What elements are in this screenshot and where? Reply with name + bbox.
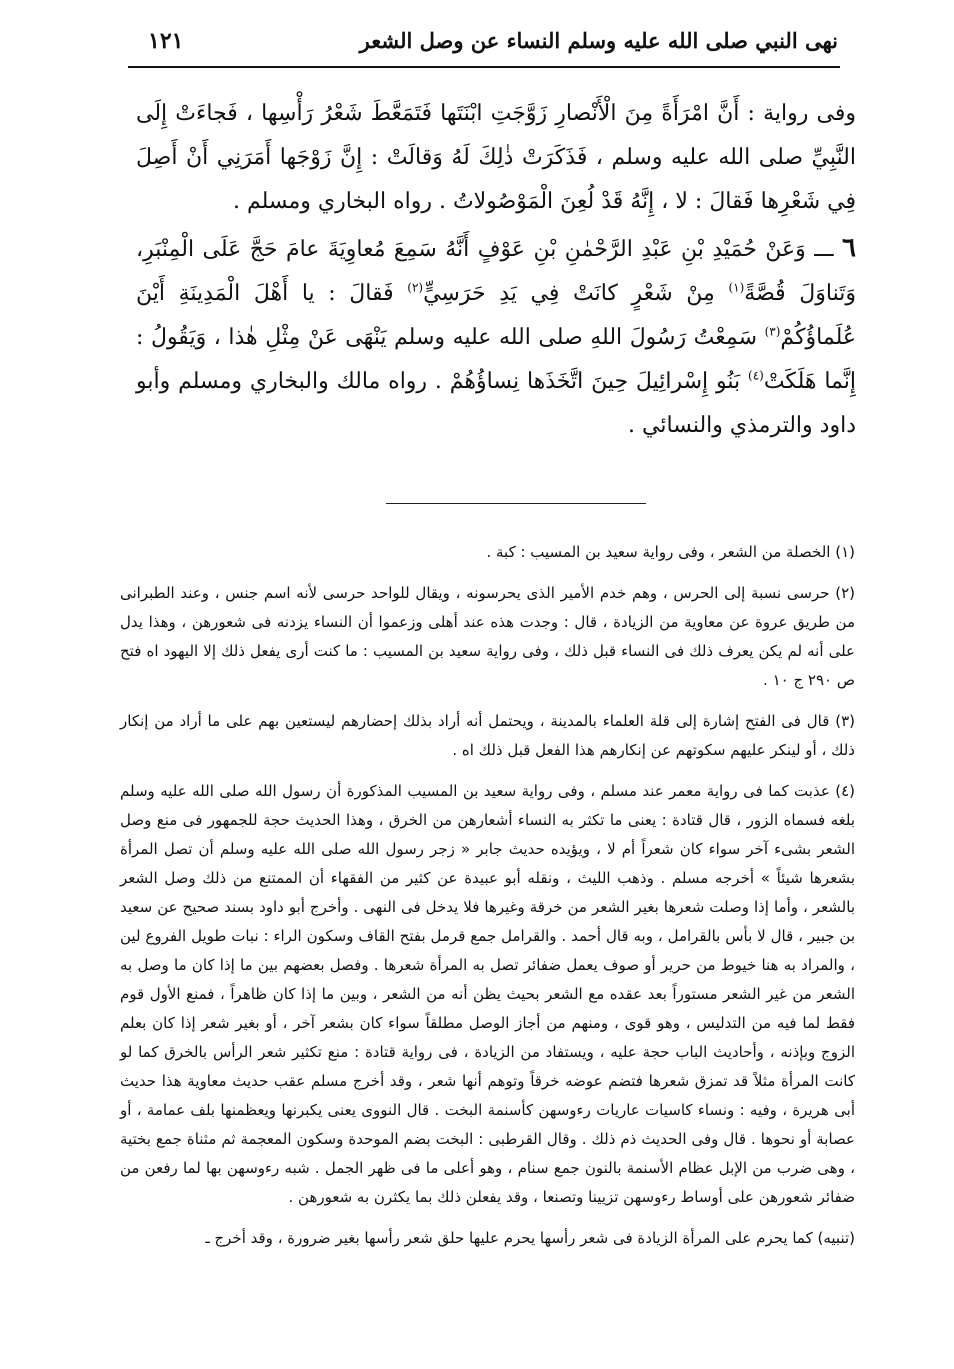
hadith-text-part-c: فَقالَ : يا أَهْلَ الْمَدِينَةِ أَيْنَ عُلَماؤُكُمْ <box>136 281 856 350</box>
footnote-ref-3: (٣) <box>764 324 781 339</box>
footnote-ref-4: (٤) <box>748 368 764 383</box>
hadith-number: ٦ <box>842 233 856 263</box>
running-title: نهى النبي صلى الله عليه وسلم النساء عن وصل الشعر <box>359 28 838 53</box>
footnote-note: (تنبيه) كما يحرم على المرأة الزيادة فى شعر رأسها يحرم عليها حلق شعر رأسها بغير ضرورة ، وقد أخرج ـ <box>205 1229 855 1247</box>
hadith-text-part-d: سَمِعْتُ رَسُولَ اللهِ صلى الله عليه وسلم يَنْهَى عَنْ مِثْلِ هٰذا ، وَيَقُولُ : إِنَّما هَلَكَتْ <box>136 325 856 394</box>
footnote-1: (١) الخصلة من الشعر ، وفى رواية سعيد بن المسيب : كبة . <box>486 543 855 561</box>
footnotes <box>120 538 855 1265</box>
hadith-text <box>136 92 856 450</box>
footnote-separator <box>386 503 646 504</box>
footnote-4: (٤) عذبت كما فى رواية معمر عند مسلم ، وفى رواية سعيد بن المسيب المذكورة أن رسول الله صلى الله عليه وسلم بلغه فسماه الزور ، قال قتادة : يعنى ما تكثر به النساء أشعارهن من الخرق ، وهذا الحديث حجة للجمهور فى منع وصل الشعر بشىء آخر سواء كان شعراً أم لا ، ويؤيده حديث جابر « زجر رسول الله صلى الله عليه وسلم أن تصل المرأة بشعرها شيئاً » أخرجه مسلم . وذهب الليث ، ونقله أبو عبيدة عن كثير من الفقهاء أن الممتنع من ذلك وصل الشعر بالشعر ، وأما إذا وصلت شعرها بغير الشعر من خرقة وغيرها فلا يدخل فى النهى . وأخرج أبو داود بسند صحيح عن سعيد بن جبير ، قال لا بأس بالقرامل ، وبه قال أحمد . والقرامل جمع قرمل بفتح القاف وسكون الراء : نبات طويل الفروع لين ، والمراد به هنا خيوط من حرير أو صوف يعمل ضفائر تصل به المرأة شعرها . وفصل بعضهم بين ما إذا كان ما وصل به الشعر من غير الشعر مستوراً بعد عقده مع الشعر بحيث يظن أنه من الشعر ، وبين ما إذا كان ظاهراً ، فمنع الأول قوم فقط لما فيه من التدليس ، وهو قوى ، ومنهم من أجاز الوصل مطلقاً سواء كان بشعر آخر ، أو بغير شعر إذا كان بعلم الزوج وبإذنه ، وأحاديث الباب حجة عليه ، ويستفاد من الزيادة ، فى رواية قتادة : منع تكثير شعر الرأس بالخرق كما لو كانت المرأة مثلاً قد تمزق شعرها فتضم عوضه خرقاً وتوهم أنها شعر ، وقد أخرج مسلم عقب حديث معاوية هذا حديث أبى هريرة ، وفيه : ونساء كاسيات عاريات رءوسهن كأسنمة البخت . قال النووى يعنى يكبرنها ويعظمنها بلف عمامة ، أو عصابة أو نحوها . قال وفى الحديث ذم ذلك . وقال القرطبى : البخت بضم الموحدة وسكون المعجمة ثم مثناة جمع بختية ، وهى ضرب من الإبل عظام الأسنمة بالنون جمع سنام ، وهو أعلى ما فى ظهر الجمل . شبه رءوسهن بها لما رفعن من ضفائر شعورهن على أوساط رءوسهن تزيينا وتصنعا ، وقد يفعلن ذلك بما يكثرن به شعورهن . <box>120 782 855 1206</box>
hadith-text-part-a: وَعَنْ حُمَيْدِ بْنِ عَبْدِ الرَّحْمٰنِ بْنِ عَوْفٍ أَنَّهُ سَمِعَ مُعاوِيَةَ عامَ حَجَّ عَلَى الْمِنْبَرِ، وَتَناوَلَ قُصَّةً <box>136 237 856 306</box>
footnote-ref-1: (١) <box>728 280 745 295</box>
hadith-paragraph-1 <box>136 92 856 224</box>
hadith-text-part-b: مِنْ شَعْرٍ كانَتْ فِي يَدِ حَرَسِيٍّ <box>423 281 715 306</box>
hadith-paragraph-1-text: وفى رواية : أَنَّ امْرَأَةً مِنَ الْأَنْصارِ زَوَّجَتِ ابْنَتَها فَتَمَعَّطَ شَعْرُ رَأْسِها ، فَجاءَتْ إِلَى النَّبِيِّ صلى الله عليه وسلم ، فَذَكَرَتْ ذٰلِكَ لَهُ وَقالَتْ : إِنَّ زَوْجَها أَمَرَنِي أَنْ أَصِلَ فِي شَعْرِها فَقالَ : لا ، إِنَّهُ قَدْ لُعِنَ الْمَوْصُولاتُ . رواه البخاري ومسلم . <box>136 101 856 214</box>
footnote-2: (٢) حرسى نسبة إلى الحرس ، وهم خدم الأمير الذى يحرسونه ، ويقال للواحد حرسى لأنه اسم جنس ، وعند الطبرانى من طريق عروة عن معاوية من الزيادة ، قال : وجدت هذه عند أهلى وزعموا أن النساء يزدنه فى شعورهن ، وهذا يدل على أنه لم يكن يعرف ذلك فى النساء قبل ذلك ، وفى رواية سعيد بن المسيب : ما كنت أرى يفعل ذلك إلا اليهود اه فتح ص ٢٩٠ ج ١٠ . <box>120 584 855 689</box>
hadith-text-part-e: بَنُو إِسْرائِيلَ حِينَ اتَّخَذَها نِساؤُهُمْ . رواه مالك والبخاري ومسلم وأبو داود والترمذي والنسائي . <box>136 369 856 438</box>
footnote-ref-2: (٢) <box>407 280 424 295</box>
hadith-paragraph-2: ٦ ـــ وَعَنْ حُمَيْدِ بْنِ عَبْدِ الرَّحْمٰنِ بْنِ عَوْفٍ أَنَّهُ سَمِعَ مُعاوِيَةَ عامَ حَجَّ عَلَى الْمِنْبَرِ، وَتَناوَلَ قُصَّةً$^{(١)}$ مِنْ شَعْرٍ كانَتْ فِي يَدِ حَرَسِيٍّ$^{(٢)}$ فَقالَ : يا أَهْلَ الْمَدِينَةِ أَيْنَ عُلَماؤُكُمْ$^{(٣)}$ سَمِعْتُ رَسُولَ اللهِ صلى الله عليه وسلم يَنْهَى عَنْ مِثْلِ هٰذا ، وَيَقُولُ : إِنَّما هَلَكَتْ$^{(٤)}$ بَنُو إِسْرائِيلَ حِينَ اتَّخَذَها نِساؤُهُمْ . رواه مالك والبخاري ومسلم وأبو داود والترمذي والنسائي . <box>136 233 856 438</box>
page-number: ١٢١ <box>148 28 184 54</box>
header-rule <box>128 66 840 68</box>
footnote-3: (٣) قال فى الفتح إشارة إلى قلة العلماء بالمدينة ، ويحتمل أنه أراد بذلك إحضارهم ليستعين بهم على ما أراد من إنكار ذلك ، أو لينكر عليهم سكوتهم عن إنكارهم هذا الفعل قبل ذلك اه . <box>120 712 855 759</box>
page-header <box>128 20 838 64</box>
